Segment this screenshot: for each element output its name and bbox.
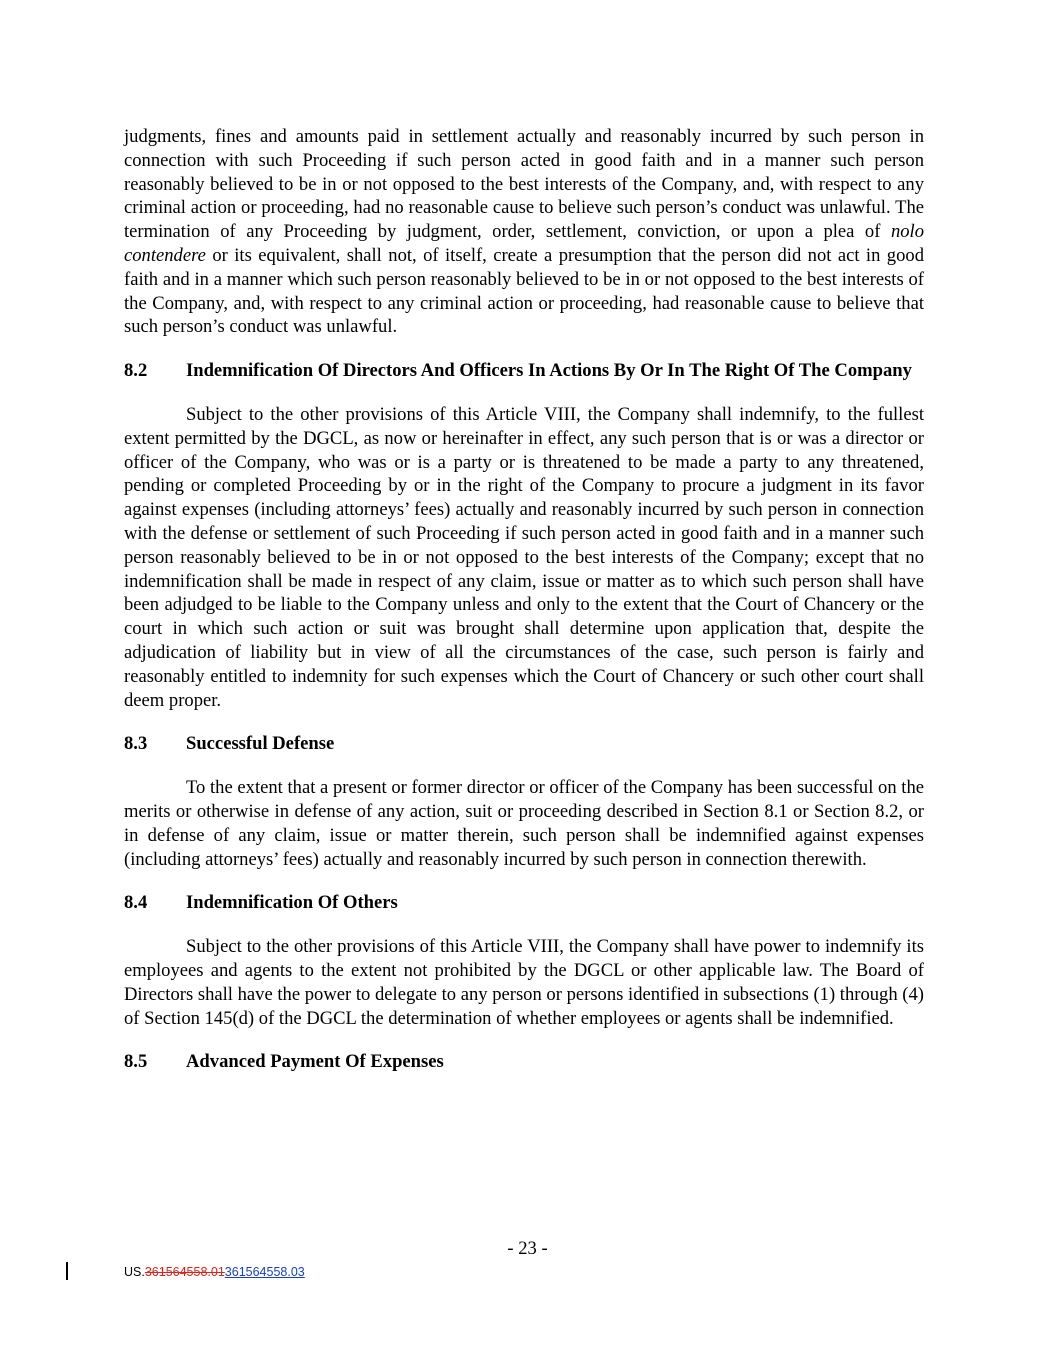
section-number: 8.2	[124, 360, 148, 382]
document-id-prefix: US.	[124, 1265, 145, 1279]
intro-paragraph	[124, 125, 924, 339]
deleted-document-id: 361564558.01	[144, 1265, 225, 1279]
section-body-8-4: Subject to the other provisions of this Article VIII, the Company shall have power to indemnify its employees and agents to the extent not prohibited by the DGCL or other applicable law. The Board of Directors shall have the power to delegate to any person or persons identified in subsections (1) through (4) of Section 145(d) of the DGCL the determination of whether employees or agents shall be indemnified.	[124, 936, 924, 1029]
document-page	[124, 125, 924, 1094]
section-title: Indemnification Of Others	[186, 892, 398, 914]
page-number: - 23 -	[507, 1238, 548, 1259]
section-title: Indemnification Of Directors And Officers In Actions By Or In The Right Of The Company	[186, 360, 912, 382]
section-heading-8-5	[124, 1050, 924, 1074]
section-heading-8-2	[124, 359, 924, 383]
section-number: 8.5	[124, 1051, 148, 1073]
intro-italic-term: nolo contendere	[124, 221, 924, 266]
change-bar	[66, 1262, 68, 1280]
section-number: 8.3	[124, 733, 148, 755]
inserted-document-id: 361564558.03	[224, 1265, 305, 1279]
section-heading-8-4	[124, 891, 924, 915]
section-heading-8-3	[124, 732, 924, 756]
section-body-8-2: Subject to the other provisions of this Article VIII, the Company shall indemnify, to the fullest extent permitted by the DGCL, as now or hereinafter in effect, any such person that is or was a director or officer of the Company, who was or is a party or is threatened to be made a party to any threatened, pending or completed Proceeding by or in the right of the Company to procure a judgment in its favor against expenses (including attorneys’ fees) actually and reasonably incurred by such person in connection with the defense or settlement of such Proceeding if such person acted in good faith and in a manner such person reasonably believed to be in or not opposed to the best interests of the Company; except that no indemnification shall be made in respect of any claim, issue or matter as to which such person shall have been adjudged to be liable to the Company unless and only to the extent that the Court of Chancery or the court in which such action or suit was brought shall determine upon application that, despite the adjudication of liability but in view of all the circumstances of the case, such person is fairly and reasonably entitled to indemnity for such expenses which the Court of Chancery or such other court shall deem proper.	[124, 403, 924, 711]
intro-text-start: judgments, fines and amounts paid in settlement actually and reasonably incurred by such person in connection with such Proceeding if such person acted in good faith and in a manner such person reasonably believed to be in or not opposed to the best interests of the Company, and, with respect to any criminal action or proceeding, had no reasonable cause to believe such person’s conduct was unlawful. The termination of any Proceeding by judgment, order, settlement, conviction, or upon a plea of	[124, 126, 924, 243]
document-id-footer	[124, 1265, 305, 1279]
section-number: 8.4	[124, 892, 148, 914]
intro-text-end: or its equivalent, shall not, of itself, create a presumption that the person did not act in good faith and in a manner which such person reasonably believed to be in or not opposed to the best interests of the Company, and, with respect to any criminal action or proceeding, had reasonable cause to believe that such person’s conduct was unlawful.	[124, 244, 924, 338]
section-body-8-3: To the extent that a present or former director or officer of the Company has been successful on the merits or otherwise in defense of any action, suit or proceeding described in Section 8.1 or Section 8.2, or in defense of any claim, issue or matter therein, such person shall be indemnified against expenses (including attorneys’ fees) actually and reasonably incurred by such person in connection therewith.	[124, 777, 924, 870]
section-title: Successful Defense	[186, 733, 335, 755]
section-title: Advanced Payment Of Expenses	[186, 1051, 444, 1073]
